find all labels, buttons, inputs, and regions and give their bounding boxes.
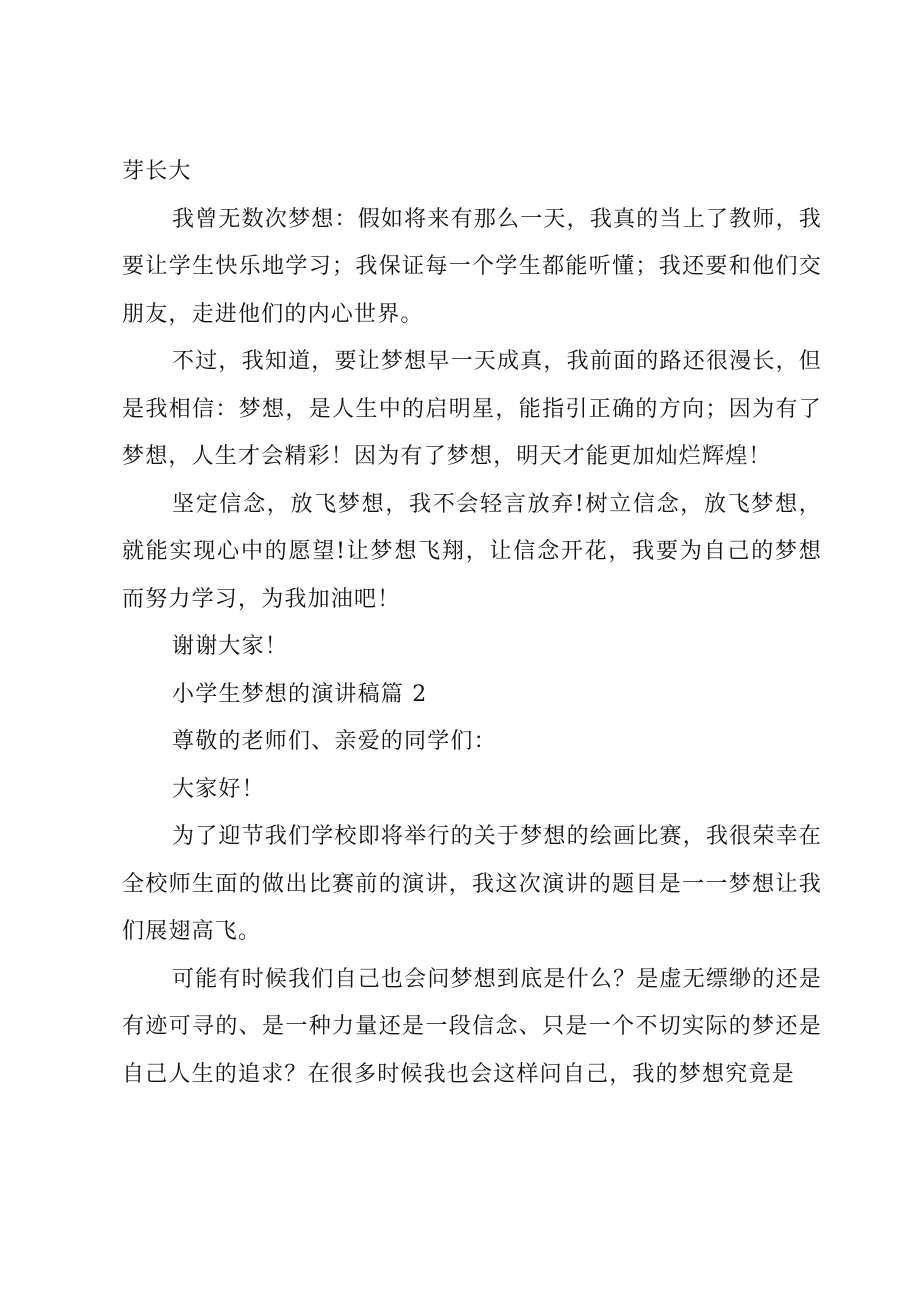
salutation: 尊敬的老师们、亲爱的同学们： xyxy=(172,729,497,754)
paragraph-thanks: 谢谢大家！ xyxy=(172,634,289,659)
paragraph-firm-belief: 坚定信念，放飞梦想，我不会轻言放弃!树立信念，放飞梦想，就能实现心中的愿望!让梦想飞翔，让信念开花，我要为自己的梦想而努力学习，为我加油吧！ xyxy=(122,491,822,612)
paragraph-long-road: 不过，我知道，要让梦想早一天成真，我前面的路还很漫长，但是我相信：梦想，是人生中的启明星，能指引正确的方向；因为有了梦想，人生才会精彩！因为有了梦想，明天才能更加灿烂辉煌！ xyxy=(122,349,822,469)
paragraph-dream-teacher: 我曾无数次梦想：假如将来有那么一天，我真的当上了教师，我要让学生快乐地学习；我保证每一个学生都能听懂；我还要和他们交朋友，走进他们的内心世界。 xyxy=(122,206,822,327)
paragraph-continuation: 芽长大 xyxy=(122,159,192,184)
document-page xyxy=(122,148,822,1098)
greeting: 大家好！ xyxy=(172,776,265,802)
paragraph-what-is-dream: 可能有时候我们自己也会问梦想到底是什么？是虚无缥缈的还是有迹可寻的、是一种力量还是一段信念、只是一个不切实际的梦还是自己人生的追求？在很多时候我也会这样问自己，我的梦想究竟是 xyxy=(122,966,822,1087)
section-heading: 小学生梦想的演讲稿篇 2 xyxy=(172,681,428,707)
paragraph-speech-intro: 为了迎节我们学校即将举行的关于梦想的绘画比赛，我很荣幸在全校师生面的做出比赛前的演讲，我这次演讲的题目是一一梦想让我们展翅高飞。 xyxy=(122,824,822,944)
